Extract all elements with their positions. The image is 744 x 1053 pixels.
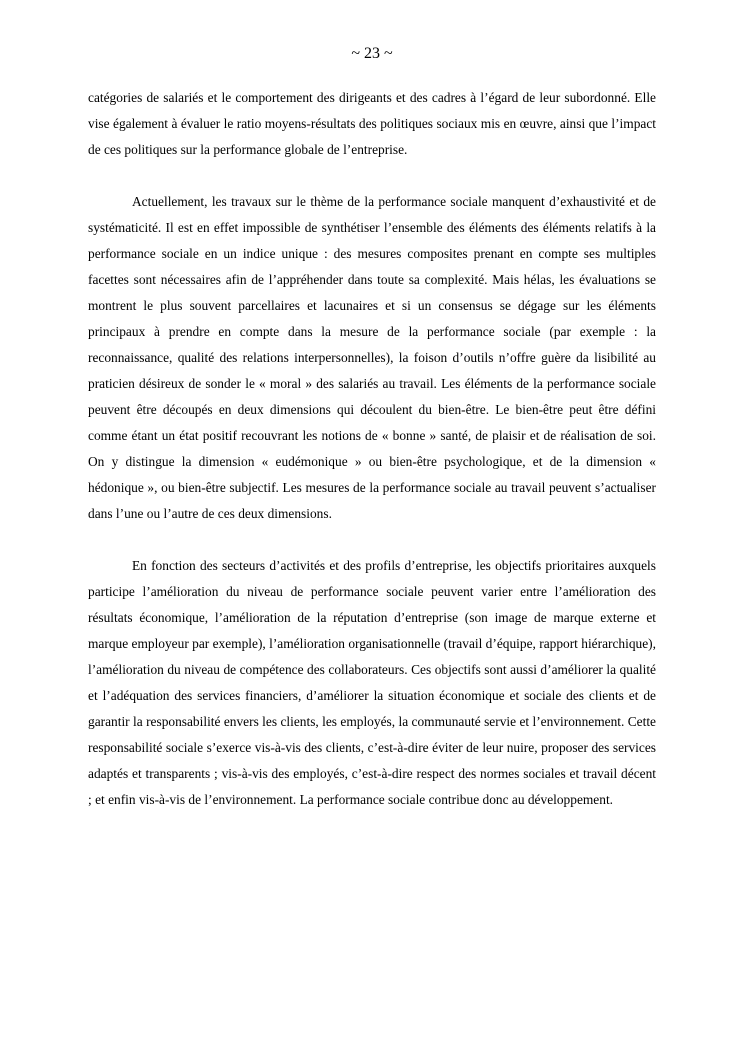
paragraph-social-performance-assessment: Actuellement, les travaux sur le thème de la performance sociale manquent d’exhaustivité et de systématicité. Il est en effet impossible de synthétiser l’ensemble des éléments des éléments relatifs à la performance sociale en un indice unique : des mesures composites prenant en compte ses multiples facettes sont nécessaires afin de l’appréhender dans toute sa complexité. Mais hélas, les évaluations se montrent le plus souvent parcellaires et lacunaires et si un consensus se dégage sur les éléments principaux à prendre en compte dans la mesure de la performance sociale (par exemple : la reconnaissance, qualité des relations interpersonnelles), la foison d’outils n’offre guère da lisibilité au praticien désireux de sonder le « moral » des salariés au travail. Les éléments de la performance sociale peuvent être découpés en deux dimensions qui découlent du bien-être. Le bien-être peut être défini comme étant un état positif recouvrant les notions de « bonne » santé, de plaisir et de réalisation de soi. On y distingue la dimension « eudémonique » ou bien-être psychologique, et de la dimension « hédonique », ou bien-être subjectif. Les mesures de la performance sociale au travail peuvent s’actualiser dans l’une ou l’autre de ces deux dimensions. <box>88 194 656 521</box>
paragraph-social-performance-objectives: En fonction des secteurs d’activités et des profils d’entreprise, les objectifs prioritaires auxquels participe l’amélioration du niveau de performance sociale peuvent varier entre l’amélioration des résultats économique, l’amélioration de la réputation d’entreprise (son image de marque externe et marque employeur par exemple), l’amélioration organisationnelle (travail d’équipe, rapport hiérarchique), l’amélioration du niveau de compétence des collaborateurs. Ces objectifs sont aussi d’améliorer la qualité et l’adéquation des services financiers, d’améliorer la situation économique et sociale des clients et de garantir la responsabilité envers les clients, les employés, la communauté servie et l’environnement. Cette responsabilité sociale s’exerce vis-à-vis des clients, c’est-à-dire éviter de leur nuire, proposer des services adaptés et transparents ; vis-à-vis des employés, c’est-à-dire respect des normes sociales et travail décent ; et enfin vis-à-vis de l’environnement. La performance sociale contribue donc au développement. <box>88 558 656 807</box>
page-number: ~ 23 ~ <box>351 45 393 62</box>
body-text <box>88 85 656 813</box>
paragraph-continuation: catégories de salariés et le comportement des dirigeants et des cadres à l’égard de leur subordonné. Elle vise également à évaluer le ratio moyens-résultats des politiques sociaux mis en œuvre, ainsi que l’impact de ces politiques sur la performance globale de l’entreprise. <box>88 90 656 157</box>
